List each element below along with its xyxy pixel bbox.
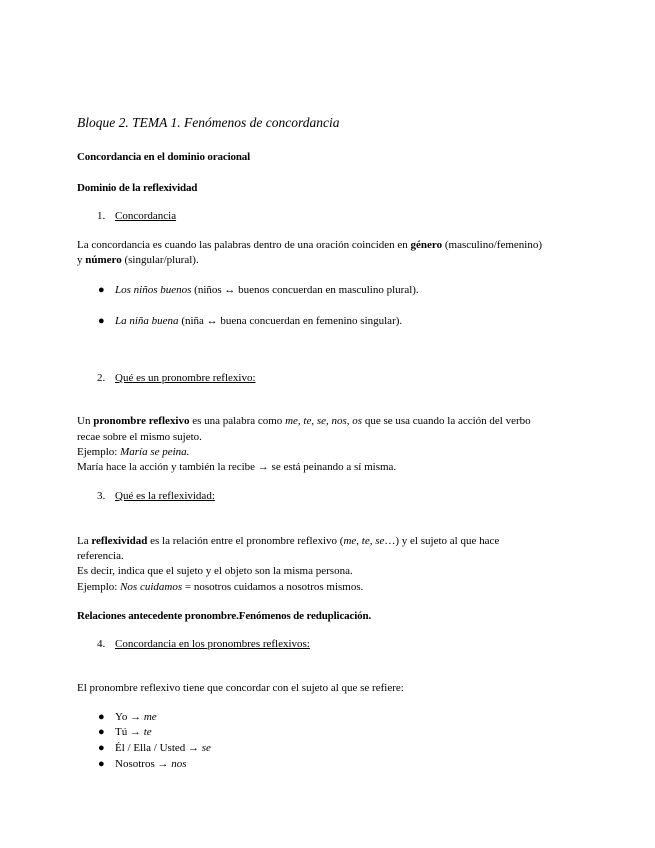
example-italic: Los niños buenos	[115, 284, 192, 296]
bold-term: pronombre reflexivo	[93, 415, 190, 427]
bold-term-numero: número	[85, 254, 122, 266]
pronoun: se	[201, 742, 211, 754]
text: …) y el sujeto al que hace	[384, 535, 500, 547]
text: (masculino/femenino)	[442, 239, 542, 251]
subject: Él / Ella / Usted →	[115, 742, 202, 754]
bold-term: reflexividad	[91, 535, 148, 547]
list-item	[77, 283, 419, 298]
section-number: 4.	[97, 638, 106, 650]
section-title: Qué es la reflexividad:	[115, 490, 215, 502]
pronoun: nos	[171, 758, 187, 770]
bullet-icon: ●	[98, 758, 105, 770]
pronoun: me	[143, 711, 157, 723]
italic-pronouns: me, te, se, nos, os	[285, 415, 363, 427]
example-explanation: María hace la acción y también la recibe → se está peinando a sí misma.	[77, 461, 397, 473]
list-item	[77, 710, 157, 725]
example-italic: La niña buena	[115, 315, 179, 327]
text: (niños ↔ buenos concuerdan en masculino plural).	[191, 284, 419, 296]
list-item	[77, 741, 211, 756]
text: que se usa cuando la acción del verbo	[362, 415, 531, 427]
text: es la relación entre el pronombre reflexivo (	[147, 535, 344, 547]
heading-dominio-oracional: Concordancia en el dominio oracional	[77, 151, 251, 163]
subject: Nosotros →	[115, 758, 172, 770]
paragraph-es-decir: Es decir, indica que el sujeto y el objeto son la misma persona.	[77, 565, 353, 577]
example-line	[77, 580, 363, 595]
section-4-heading	[97, 637, 310, 652]
section-3-heading	[97, 489, 215, 504]
pronoun: te	[143, 726, 152, 738]
section-number: 3.	[97, 490, 106, 502]
section-number: 1.	[97, 210, 106, 222]
section-1-heading	[97, 209, 176, 224]
paragraph-concordancia-line2	[77, 253, 199, 268]
text: es una palabra como	[189, 415, 286, 427]
document-title: Bloque 2. TEMA 1. Fenómenos de concordancia	[77, 115, 340, 130]
paragraph-pronombre-line2: recae sobre el mismo sujeto.	[77, 431, 202, 443]
text: La	[77, 535, 92, 547]
list-item	[77, 314, 402, 329]
example-line	[77, 445, 189, 460]
bullet-icon: ●	[98, 315, 105, 327]
text: La concordancia es cuando las palabras dentro de una oración coinciden en	[77, 239, 411, 251]
section-title: Qué es un pronombre reflexivo:	[115, 372, 256, 384]
paragraph-pronombre-line1	[77, 414, 531, 429]
subject: Tú →	[115, 726, 144, 738]
example-label: Ejemplo:	[77, 581, 121, 593]
section-2-heading	[97, 371, 256, 386]
italic-pronouns: me, te, se	[343, 535, 385, 547]
list-item	[77, 757, 187, 772]
bullet-icon: ●	[98, 711, 105, 723]
example-label: Ejemplo:	[77, 446, 121, 458]
bold-term-genero: género	[410, 239, 443, 251]
section-title: Concordancia	[115, 210, 177, 222]
heading-reflexividad: Dominio de la reflexividad	[77, 182, 198, 194]
section-number: 2.	[97, 372, 106, 384]
text: (singular/plural).	[121, 254, 199, 266]
paragraph-reflexividad-line2: referencia.	[77, 550, 124, 562]
paragraph-concordar: El pronombre reflexivo tiene que concordar con el sujeto al que se refiere:	[77, 682, 404, 694]
example-italic: María se peina.	[120, 446, 190, 458]
example-italic: Nos cuidamos	[120, 581, 183, 593]
text: (niña ↔ buena concuerdan en femenino singular).	[178, 315, 403, 327]
paragraph-concordancia-line1	[77, 238, 542, 253]
bullet-icon: ●	[98, 284, 105, 296]
heading-relaciones: Relaciones antecedente pronombre.Fenómenos de reduplicación.	[77, 610, 372, 622]
text: Un	[77, 415, 94, 427]
bullet-icon: ●	[98, 742, 105, 754]
section-title: Concordancia en los pronombres reflexivos:	[115, 638, 310, 650]
list-item	[77, 725, 152, 740]
subject: Yo →	[115, 711, 144, 723]
paragraph-reflexividad-line1	[77, 534, 499, 549]
text: = nosotros cuidamos a nosotros mismos.	[182, 581, 364, 593]
bullet-icon: ●	[98, 726, 105, 738]
text: y	[77, 254, 86, 266]
